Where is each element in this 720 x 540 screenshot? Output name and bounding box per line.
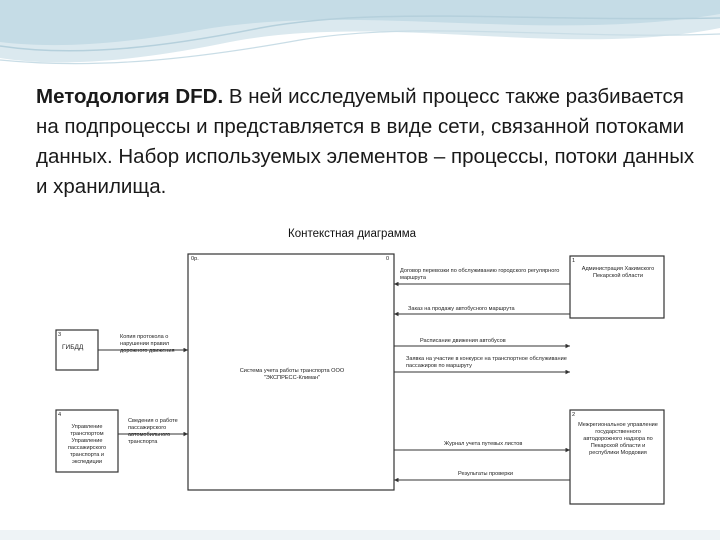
decorative-waves <box>0 0 720 80</box>
slide-text <box>36 82 696 202</box>
process-id: 0р. <box>191 256 199 262</box>
process-number: 0 <box>386 256 390 262</box>
entity-label-gibdd: ГИБДД <box>62 344 84 351</box>
flow-label-7: Копия протокола о нарушении правил дорожного движения <box>120 334 175 354</box>
entity-label-admin: Администрация Хакимского Пекарской области <box>581 266 655 279</box>
entity-number-transport: 4 <box>58 412 62 418</box>
flow-label-2: Заказ на продажу автобусного маршрута <box>408 306 515 312</box>
entity-label-inspection: Межрегиональное управление государственного автодорожного надзора по Пекарской области и республики Мордовия <box>578 422 658 456</box>
entity-number-inspection: 2 <box>572 412 576 418</box>
diagram-title: Контекстная диаграмма <box>288 228 417 240</box>
entity-label-transport: Управление транспортом Управление пассажирского транспорта и экспедиции <box>67 424 107 465</box>
flow-label-8: Сведения о работе пассажирского автомобильного транспорта <box>128 418 178 445</box>
flow-label-6: Результаты проверки <box>458 471 513 477</box>
entity-number-admin: 1 <box>572 258 576 264</box>
entity-number-gibdd: 3 <box>58 332 62 338</box>
flow-label-5: Журнал учета путевых листов <box>444 441 523 447</box>
context-diagram <box>48 222 670 512</box>
flow-label-3: Расписание движения автобусов <box>420 338 506 344</box>
flow-label-4: Заявка на участие в конкурсе на транспортное обслуживание пассажиров по маршруту <box>406 356 567 369</box>
slide-body: В ней исследуемый процесс также разбивается на подпроцессы и представляется в виде сети, связанной потоками данных. Набор используемых элементов – процессы, потоки данных и хранилища. <box>36 85 695 198</box>
slide-heading: Методология DFD. <box>36 85 224 108</box>
flow-label-1: Договор перевозки по обслуживанию городского регулярного маршрута <box>400 268 560 281</box>
process-label: Система учета работы транспорта ООО "ЭКСПРЕСС-Климан" <box>239 368 345 381</box>
bottom-bar <box>0 530 720 540</box>
